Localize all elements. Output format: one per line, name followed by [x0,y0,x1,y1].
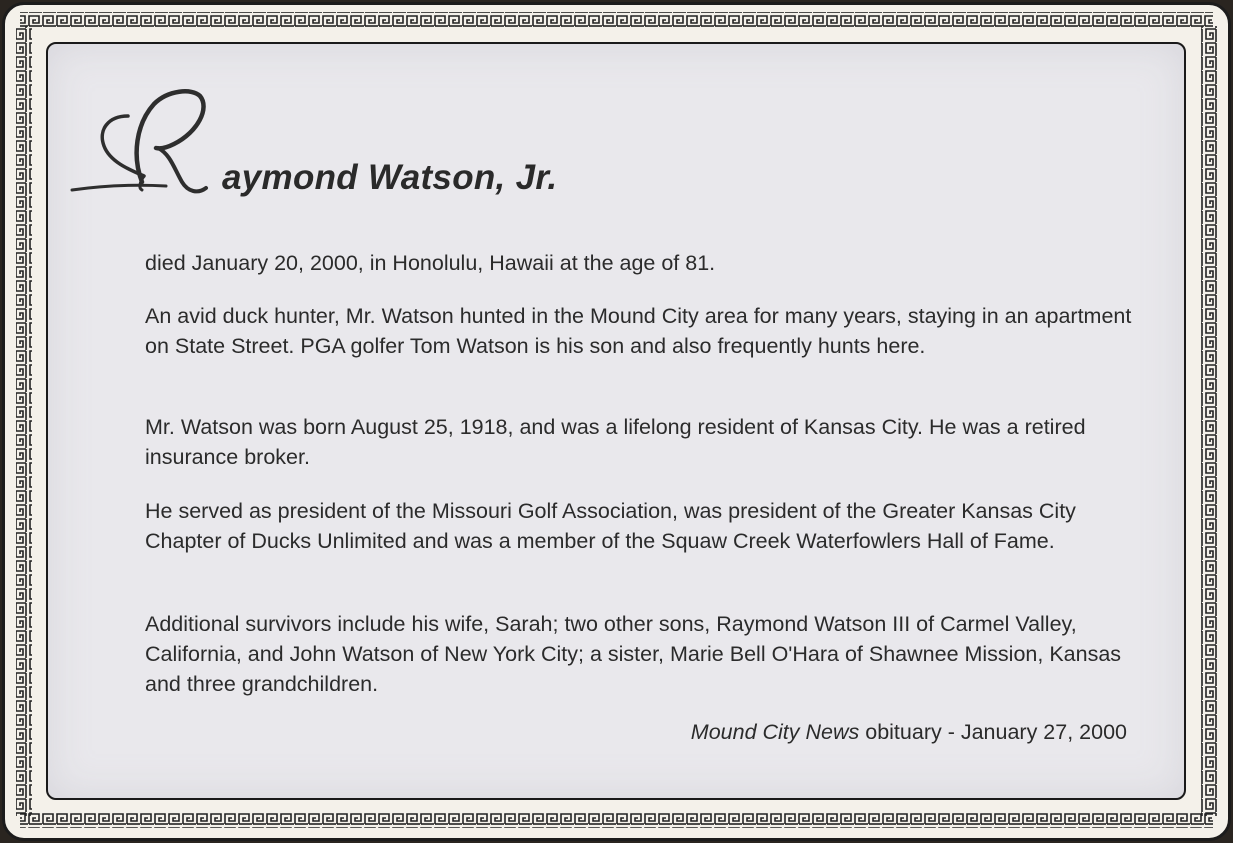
paragraph-hunting: An avid duck hunter, Mr. Watson hunted in the Mound City area for many years, staying in an apartment on State Street. PGA golfer Tom Watson is his son and also frequently hunts here. [145,304,1132,358]
paragraph-survivors: Additional survivors include his wife, Sarah; two other sons, Raymond Watson III of Carmel Valley, California, and John Watson of New York City; a sister, Marie Bell O'Hara of Shawnee Mission, Kansas and three grandchildren. [145,612,1122,696]
paragraph-birth: Mr. Watson was born August 25, 1918, and was a lifelong resident of Kansas City. He was a retired insurance broker. [145,415,1086,469]
paragraph-death: died January 20, 2000, in Honolulu, Hawaii at the age of 81. [145,251,716,275]
title-name: aymond Watson, Jr. [222,158,558,197]
source-date: obituary - January 27, 2000 [859,720,1127,744]
source-citation [691,720,1127,745]
paragraph-associations: He served as president of the Missouri Golf Association, was president of the Greater Kansas City Chapter of Ducks Unlimited and was a member of the Squaw Creek Waterfowlers Hall of Fame. [145,499,1076,553]
ornamental-initial-r-icon [70,86,220,201]
source-publication: Mound City News [690,720,860,744]
obituary-title [70,86,770,206]
